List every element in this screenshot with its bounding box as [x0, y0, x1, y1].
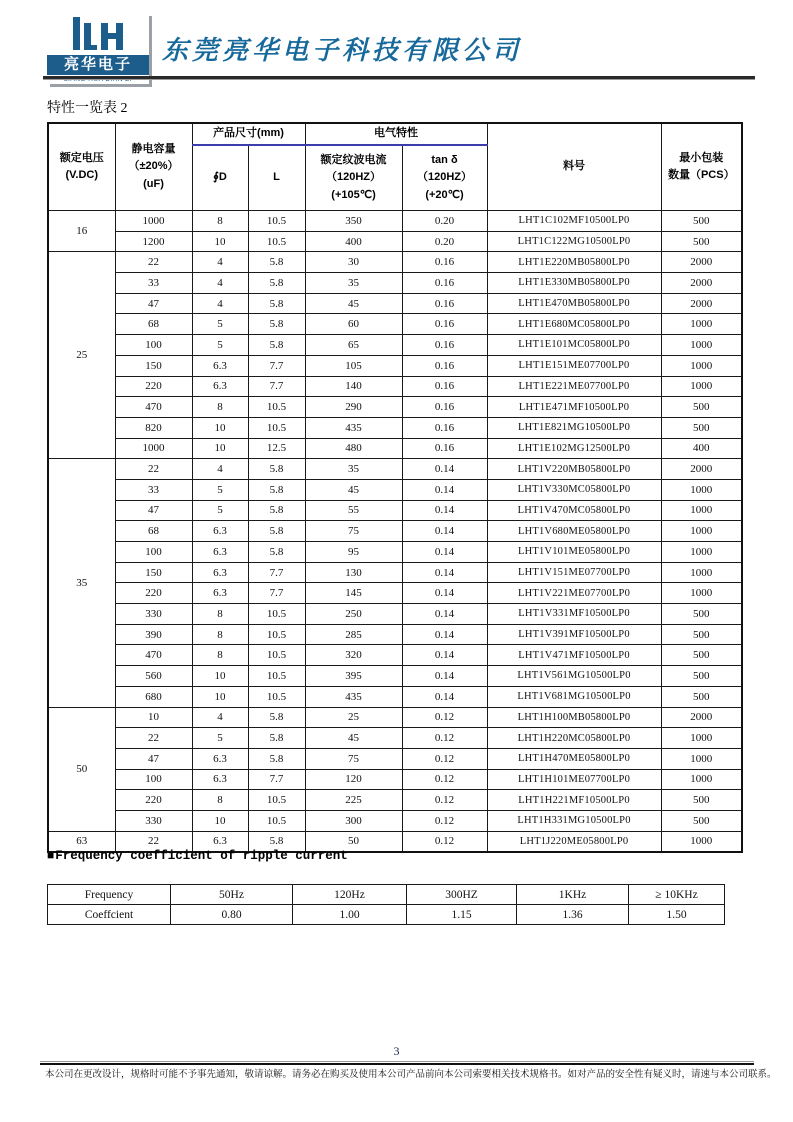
- part-number-cell: LHT1V151ME07700LP0: [487, 562, 661, 583]
- length-cell: 10.5: [248, 397, 305, 418]
- col-header-tan: tan δ （120HZ） (+20℃): [402, 145, 487, 211]
- tan-delta-cell: 0.12: [402, 810, 487, 831]
- frequency-value-cell: 1.00: [293, 905, 407, 925]
- part-number-cell: LHT1E330MB05800LP0: [487, 273, 661, 294]
- capacitance-cell: 1200: [115, 231, 192, 252]
- spec-row: [48, 417, 742, 438]
- package-qty-cell: 2000: [661, 707, 742, 728]
- spec-row: [48, 252, 742, 273]
- spec-row: [48, 728, 742, 749]
- package-qty-cell: 2000: [661, 459, 742, 480]
- square-bullet-icon: ■: [47, 849, 55, 863]
- spec-row: [48, 645, 742, 666]
- capacitance-cell: 820: [115, 417, 192, 438]
- part-number-cell: LHT1V220MB05800LP0: [487, 459, 661, 480]
- part-number-cell: LHT1V221ME07700LP0: [487, 583, 661, 604]
- length-cell: 5.8: [248, 831, 305, 852]
- package-qty-cell: 1000: [661, 728, 742, 749]
- tan-delta-cell: 0.16: [402, 273, 487, 294]
- length-cell: 10.5: [248, 645, 305, 666]
- diameter-cell: 10: [192, 417, 248, 438]
- package-qty-cell: 1000: [661, 769, 742, 790]
- page-number: 3: [393, 1044, 400, 1058]
- ripple-current-cell: 50: [305, 831, 402, 852]
- capacitance-cell: 47: [115, 748, 192, 769]
- spec-row: [48, 562, 742, 583]
- tan-delta-cell: 0.16: [402, 335, 487, 356]
- spec-row: [48, 479, 742, 500]
- spec-row: [48, 314, 742, 335]
- frequency-value-cell: 120Hz: [293, 885, 407, 905]
- diameter-cell: 6.3: [192, 542, 248, 563]
- header-divider: [43, 76, 755, 80]
- col-header-partno: 料号: [487, 123, 661, 211]
- package-qty-cell: 2000: [661, 273, 742, 294]
- tan-delta-cell: 0.14: [402, 521, 487, 542]
- col-header-length: L: [248, 145, 305, 211]
- tan-delta-cell: 0.14: [402, 479, 487, 500]
- diameter-cell: 6.3: [192, 521, 248, 542]
- footer-divider: [40, 1061, 754, 1065]
- diameter-cell: 6.3: [192, 831, 248, 852]
- tan-delta-cell: 0.12: [402, 728, 487, 749]
- part-number-cell: LHT1E680MC05800LP0: [487, 314, 661, 335]
- tan-delta-cell: 0.14: [402, 624, 487, 645]
- tan-delta-cell: 0.20: [402, 231, 487, 252]
- tan-delta-cell: 0.16: [402, 417, 487, 438]
- package-qty-cell: 1000: [661, 376, 742, 397]
- length-cell: 7.7: [248, 562, 305, 583]
- length-cell: 7.7: [248, 376, 305, 397]
- spec-row: [48, 231, 742, 252]
- frequency-value-cell: 1KHz: [517, 885, 629, 905]
- capacitance-cell: 390: [115, 624, 192, 645]
- capacitance-cell: 47: [115, 500, 192, 521]
- tan-delta-cell: 0.16: [402, 293, 487, 314]
- ripple-current-cell: 290: [305, 397, 402, 418]
- package-qty-cell: 500: [661, 790, 742, 811]
- diameter-cell: 6.3: [192, 769, 248, 790]
- ripple-current-cell: 60: [305, 314, 402, 335]
- ripple-current-cell: 130: [305, 562, 402, 583]
- package-qty-cell: 1000: [661, 542, 742, 563]
- diameter-cell: 6.3: [192, 355, 248, 376]
- diameter-cell: 10: [192, 438, 248, 459]
- part-number-cell: LHT1E471MF10500LP0: [487, 397, 661, 418]
- ripple-current-cell: 35: [305, 273, 402, 294]
- length-cell: 5.8: [248, 273, 305, 294]
- ripple-current-cell: 435: [305, 686, 402, 707]
- package-qty-cell: 500: [661, 624, 742, 645]
- length-cell: 5.8: [248, 500, 305, 521]
- tan-delta-cell: 0.14: [402, 666, 487, 687]
- ripple-current-cell: 25: [305, 707, 402, 728]
- diameter-cell: 4: [192, 707, 248, 728]
- frequency-value-cell: 1.15: [407, 905, 517, 925]
- diameter-cell: 6.3: [192, 562, 248, 583]
- ripple-current-cell: 395: [305, 666, 402, 687]
- voltage-group-cell: 50: [48, 707, 115, 831]
- package-qty-cell: 1000: [661, 748, 742, 769]
- ripple-current-cell: 480: [305, 438, 402, 459]
- ripple-current-cell: 75: [305, 521, 402, 542]
- ripple-current-cell: 120: [305, 769, 402, 790]
- frequency-row: [48, 905, 725, 925]
- capacitance-cell: 22: [115, 252, 192, 273]
- part-number-cell: LHT1H221MF10500LP0: [487, 790, 661, 811]
- package-qty-cell: 1000: [661, 583, 742, 604]
- capacitance-cell: 150: [115, 562, 192, 583]
- tan-delta-cell: 0.12: [402, 790, 487, 811]
- tan-delta-cell: 0.14: [402, 459, 487, 480]
- logo-text-cn: 亮华电子: [47, 55, 149, 75]
- spec-row: [48, 500, 742, 521]
- spec-table-header: [48, 123, 742, 211]
- col-header-electrical: 电气特性: [305, 123, 487, 145]
- part-number-cell: LHT1V680ME05800LP0: [487, 521, 661, 542]
- length-cell: 10.5: [248, 686, 305, 707]
- footer-disclaimer: 本公司在更改设计，规格时可能不予事先通知，敬请谅解。请务必在购买及使用本公司产品前向本公司索要相关技术规格书。如对产品的安全性有疑义时，请速与本公司联系。: [45, 1070, 777, 1080]
- capacitance-cell: 470: [115, 397, 192, 418]
- package-qty-cell: 1000: [661, 521, 742, 542]
- length-cell: 5.8: [248, 728, 305, 749]
- diameter-cell: 8: [192, 790, 248, 811]
- col-header-diameter: ∮D: [192, 145, 248, 211]
- ripple-current-cell: 300: [305, 810, 402, 831]
- spec-row: [48, 583, 742, 604]
- tan-delta-cell: 0.14: [402, 500, 487, 521]
- part-number-cell: LHT1V470MC05800LP0: [487, 500, 661, 521]
- diameter-cell: 5: [192, 500, 248, 521]
- package-qty-cell: 500: [661, 211, 742, 232]
- package-qty-cell: 500: [661, 397, 742, 418]
- spec-row: [48, 666, 742, 687]
- frequency-value-cell: ≥ 10KHz: [629, 885, 725, 905]
- part-number-cell: LHT1E220MB05800LP0: [487, 252, 661, 273]
- spec-row: [48, 542, 742, 563]
- part-number-cell: LHT1E151ME07700LP0: [487, 355, 661, 376]
- spec-row: [48, 686, 742, 707]
- col-header-capacitance: 静电容量 （±20%） (uF): [115, 123, 192, 211]
- length-cell: 10.5: [248, 604, 305, 625]
- tan-delta-cell: 0.12: [402, 748, 487, 769]
- capacitance-cell: 47: [115, 293, 192, 314]
- package-qty-cell: 1000: [661, 500, 742, 521]
- package-qty-cell: 500: [661, 417, 742, 438]
- capacitance-cell: 150: [115, 355, 192, 376]
- package-qty-cell: 500: [661, 231, 742, 252]
- ripple-current-cell: 45: [305, 728, 402, 749]
- ripple-current-cell: 95: [305, 542, 402, 563]
- part-number-cell: LHT1C102MF10500LP0: [487, 211, 661, 232]
- length-cell: 5.8: [248, 335, 305, 356]
- part-number-cell: LHT1J220ME05800LP0: [487, 831, 661, 852]
- ripple-current-cell: 45: [305, 293, 402, 314]
- spec-row: [48, 273, 742, 294]
- tan-delta-cell: 0.16: [402, 397, 487, 418]
- package-qty-cell: 1000: [661, 479, 742, 500]
- tan-delta-cell: 0.14: [402, 645, 487, 666]
- tan-delta-cell: 0.14: [402, 562, 487, 583]
- diameter-cell: 6.3: [192, 376, 248, 397]
- ripple-current-cell: 285: [305, 624, 402, 645]
- diameter-cell: 8: [192, 397, 248, 418]
- capacitance-cell: 330: [115, 604, 192, 625]
- capacitance-cell: 220: [115, 376, 192, 397]
- spec-row: [48, 810, 742, 831]
- part-number-cell: LHT1H100MB05800LP0: [487, 707, 661, 728]
- ripple-current-cell: 75: [305, 748, 402, 769]
- part-number-cell: LHT1V330MC05800LP0: [487, 479, 661, 500]
- diameter-cell: 10: [192, 810, 248, 831]
- ripple-current-cell: 35: [305, 459, 402, 480]
- part-number-cell: LHT1E821MG10500LP0: [487, 417, 661, 438]
- part-number-cell: LHT1V471MF10500LP0: [487, 645, 661, 666]
- package-qty-cell: 500: [661, 604, 742, 625]
- length-cell: 10.5: [248, 231, 305, 252]
- tan-delta-cell: 0.20: [402, 211, 487, 232]
- diameter-cell: 6.3: [192, 583, 248, 604]
- package-qty-cell: 1000: [661, 831, 742, 852]
- tan-delta-cell: 0.14: [402, 686, 487, 707]
- length-cell: 5.8: [248, 748, 305, 769]
- package-qty-cell: 1000: [661, 314, 742, 335]
- diameter-cell: 6.3: [192, 748, 248, 769]
- package-qty-cell: 500: [661, 645, 742, 666]
- spec-row: [48, 604, 742, 625]
- package-qty-cell: 2000: [661, 293, 742, 314]
- tan-delta-cell: 0.12: [402, 831, 487, 852]
- package-qty-cell: 2000: [661, 252, 742, 273]
- spec-row: [48, 521, 742, 542]
- capacitance-cell: 560: [115, 666, 192, 687]
- ripple-current-cell: 140: [305, 376, 402, 397]
- frequency-value-cell: 50Hz: [171, 885, 293, 905]
- package-qty-cell: 500: [661, 810, 742, 831]
- diameter-cell: 8: [192, 645, 248, 666]
- diameter-cell: 5: [192, 728, 248, 749]
- ripple-current-cell: 145: [305, 583, 402, 604]
- spec-row: [48, 397, 742, 418]
- frequency-row-label: Frequency: [48, 885, 171, 905]
- col-header-voltage: 额定电压 (V.DC): [48, 123, 115, 211]
- col-header-dimensions: 产品尺寸(mm): [192, 123, 305, 145]
- capacitance-cell: 68: [115, 314, 192, 335]
- diameter-cell: 8: [192, 211, 248, 232]
- length-cell: 5.8: [248, 252, 305, 273]
- diameter-cell: 4: [192, 252, 248, 273]
- frequency-section-heading: [47, 849, 348, 863]
- ripple-current-cell: 45: [305, 479, 402, 500]
- length-cell: 5.8: [248, 479, 305, 500]
- part-number-cell: LHT1E102MG12500LP0: [487, 438, 661, 459]
- diameter-cell: 10: [192, 666, 248, 687]
- length-cell: 7.7: [248, 769, 305, 790]
- length-cell: 5.8: [248, 314, 305, 335]
- capacitance-cell: 22: [115, 459, 192, 480]
- frequency-value-cell: 1.50: [629, 905, 725, 925]
- ripple-current-cell: 55: [305, 500, 402, 521]
- frequency-row: [48, 885, 725, 905]
- spec-row: [48, 748, 742, 769]
- ripple-current-cell: 30: [305, 252, 402, 273]
- ripple-current-cell: 65: [305, 335, 402, 356]
- package-qty-cell: 500: [661, 686, 742, 707]
- voltage-group-cell: 63: [48, 831, 115, 852]
- length-cell: 7.7: [248, 355, 305, 376]
- spec-row: [48, 438, 742, 459]
- diameter-cell: 10: [192, 231, 248, 252]
- length-cell: 10.5: [248, 624, 305, 645]
- diameter-cell: 8: [192, 604, 248, 625]
- capacitance-cell: 22: [115, 728, 192, 749]
- frequency-table: [47, 884, 725, 925]
- diameter-cell: 5: [192, 335, 248, 356]
- capacitance-cell: 100: [115, 542, 192, 563]
- capacitance-cell: 10: [115, 707, 192, 728]
- tan-delta-cell: 0.14: [402, 604, 487, 625]
- tan-delta-cell: 0.16: [402, 438, 487, 459]
- length-cell: 12.5: [248, 438, 305, 459]
- ripple-current-cell: 225: [305, 790, 402, 811]
- spec-row: [48, 355, 742, 376]
- length-cell: 5.8: [248, 459, 305, 480]
- diameter-cell: 8: [192, 624, 248, 645]
- part-number-cell: LHT1H331MG10500LP0: [487, 810, 661, 831]
- part-number-cell: LHT1H470ME05800LP0: [487, 748, 661, 769]
- package-qty-cell: 1000: [661, 335, 742, 356]
- ripple-current-cell: 105: [305, 355, 402, 376]
- tan-delta-cell: 0.16: [402, 355, 487, 376]
- diameter-cell: 4: [192, 273, 248, 294]
- length-cell: 10.5: [248, 666, 305, 687]
- capacitance-cell: 220: [115, 790, 192, 811]
- capacitance-cell: 1000: [115, 438, 192, 459]
- spec-row: [48, 376, 742, 397]
- length-cell: 5.8: [248, 707, 305, 728]
- package-qty-cell: 400: [661, 438, 742, 459]
- page-title: 特性一览表 2: [47, 101, 128, 116]
- spec-table-body: [48, 211, 742, 853]
- capacitance-cell: 220: [115, 583, 192, 604]
- part-number-cell: LHT1V561MG10500LP0: [487, 666, 661, 687]
- spec-row: [48, 769, 742, 790]
- frequency-table-body: [48, 885, 725, 925]
- ripple-current-cell: 320: [305, 645, 402, 666]
- length-cell: 10.5: [248, 211, 305, 232]
- capacitance-cell: 1000: [115, 211, 192, 232]
- capacitance-cell: 33: [115, 479, 192, 500]
- part-number-cell: LHT1E470MB05800LP0: [487, 293, 661, 314]
- spec-table: [47, 122, 743, 853]
- capacitance-cell: 22: [115, 831, 192, 852]
- diameter-cell: 5: [192, 479, 248, 500]
- part-number-cell: LHT1H101ME07700LP0: [487, 769, 661, 790]
- spec-row: [48, 335, 742, 356]
- spec-row: [48, 293, 742, 314]
- part-number-cell: LHT1E221ME07700LP0: [487, 376, 661, 397]
- col-header-package: 最小包装 数量（PCS）: [661, 123, 742, 211]
- frequency-row-label: Coeffcient: [48, 905, 171, 925]
- diameter-cell: 4: [192, 459, 248, 480]
- ripple-current-cell: 400: [305, 231, 402, 252]
- part-number-cell: LHT1V331MF10500LP0: [487, 604, 661, 625]
- length-cell: 10.5: [248, 790, 305, 811]
- frequency-value-cell: 0.80: [171, 905, 293, 925]
- capacitance-cell: 100: [115, 335, 192, 356]
- tan-delta-cell: 0.12: [402, 707, 487, 728]
- ripple-current-cell: 250: [305, 604, 402, 625]
- capacitance-cell: 470: [115, 645, 192, 666]
- ripple-current-cell: 350: [305, 211, 402, 232]
- capacitance-cell: 33: [115, 273, 192, 294]
- length-cell: 7.7: [248, 583, 305, 604]
- frequency-heading-text: Frequency coefficient of ripple current: [55, 849, 348, 863]
- length-cell: 5.8: [248, 521, 305, 542]
- spec-row: [48, 707, 742, 728]
- voltage-group-cell: 25: [48, 252, 115, 459]
- spec-row: [48, 624, 742, 645]
- diameter-cell: 10: [192, 686, 248, 707]
- package-qty-cell: 1000: [661, 562, 742, 583]
- part-number-cell: LHT1C122MG10500LP0: [487, 231, 661, 252]
- package-qty-cell: 500: [661, 666, 742, 687]
- tan-delta-cell: 0.12: [402, 769, 487, 790]
- spec-row: [48, 211, 742, 232]
- frequency-value-cell: 1.36: [517, 905, 629, 925]
- tan-delta-cell: 0.14: [402, 583, 487, 604]
- capacitance-cell: 680: [115, 686, 192, 707]
- tan-delta-cell: 0.16: [402, 314, 487, 335]
- voltage-group-cell: 16: [48, 211, 115, 252]
- diameter-cell: 4: [192, 293, 248, 314]
- diameter-cell: 5: [192, 314, 248, 335]
- length-cell: 5.8: [248, 542, 305, 563]
- spec-row: [48, 790, 742, 811]
- length-cell: 5.8: [248, 293, 305, 314]
- package-qty-cell: 1000: [661, 355, 742, 376]
- capacitance-cell: 330: [115, 810, 192, 831]
- part-number-cell: LHT1V681MG10500LP0: [487, 686, 661, 707]
- spec-row: [48, 459, 742, 480]
- company-name: 东莞亮华电子科技有限公司: [162, 36, 523, 66]
- part-number-cell: LHT1V391MF10500LP0: [487, 624, 661, 645]
- part-number-cell: LHT1H220MC05800LP0: [487, 728, 661, 749]
- tan-delta-cell: 0.16: [402, 252, 487, 273]
- voltage-group-cell: 35: [48, 459, 115, 707]
- company-logo: [47, 13, 149, 84]
- tan-delta-cell: 0.16: [402, 376, 487, 397]
- frequency-value-cell: 300HZ: [407, 885, 517, 905]
- part-number-cell: LHT1V101ME05800LP0: [487, 542, 661, 563]
- length-cell: 10.5: [248, 417, 305, 438]
- capacitance-cell: 100: [115, 769, 192, 790]
- capacitance-cell: 68: [115, 521, 192, 542]
- logo-monogram-icon: [47, 13, 149, 55]
- length-cell: 10.5: [248, 810, 305, 831]
- ripple-current-cell: 435: [305, 417, 402, 438]
- tan-delta-cell: 0.14: [402, 542, 487, 563]
- col-header-ripple: 额定纹波电流 （120HZ） (+105℃): [305, 145, 402, 211]
- part-number-cell: LHT1E101MC05800LP0: [487, 335, 661, 356]
